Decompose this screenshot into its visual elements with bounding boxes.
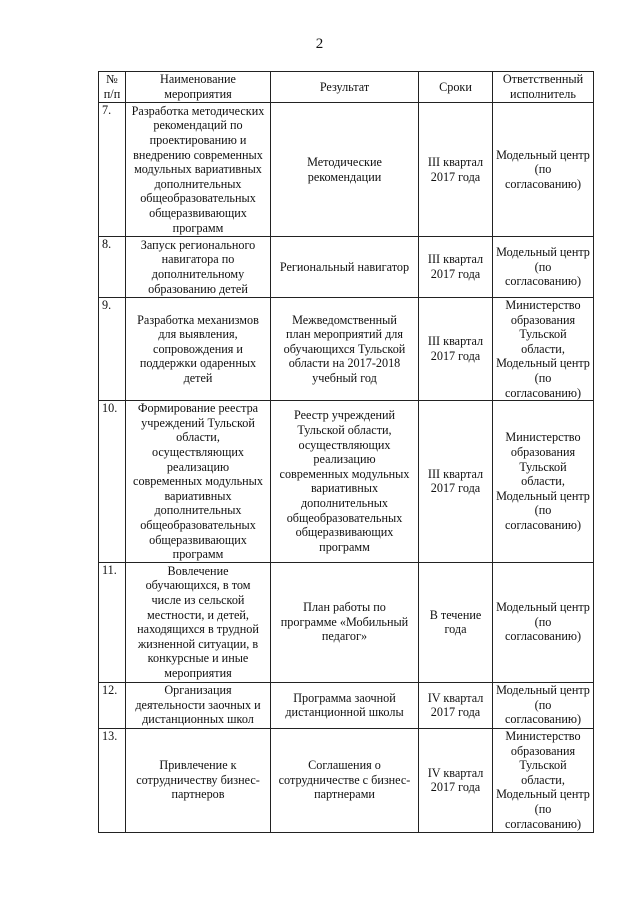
row-activity-name: Организация деятельности заочных и дистанционных школ — [126, 682, 271, 728]
row-responsible: Модельный центр (по согласованию) — [493, 237, 594, 298]
row-activity-name: Разработка методических рекомендаций по проектированию и внедрению современных модульных вариативных дополнительных общеобразовательных общеразвивающих программ — [126, 103, 271, 237]
row-number: 12. — [99, 682, 126, 728]
header-result: Результат — [271, 72, 419, 103]
row-term: IV квартал 2017 года — [419, 728, 493, 832]
table-row — [99, 237, 594, 298]
row-responsible: Модельный центр (по согласованию) — [493, 103, 594, 237]
table-row — [99, 298, 594, 401]
page-number: 2 — [315, 36, 324, 52]
row-activity-name: Формирование реестра учреждений Тульской области, осуществляющих реализацию современных модульных вариативных дополнительных общеобразовательных общеразвивающих программ — [126, 401, 271, 563]
row-result: Региональный навигатор — [271, 237, 419, 298]
header-activity-name: Наименование мероприятия — [126, 72, 271, 103]
table-row — [99, 103, 594, 237]
table-row — [99, 401, 594, 563]
row-responsible: Министерство образования Тульской области, Модельный центр (по согласованию) — [493, 298, 594, 401]
table-row — [99, 562, 594, 682]
row-number: 8. — [99, 237, 126, 298]
row-responsible: Министерство образования Тульской области, Модельный центр (по согласованию) — [493, 401, 594, 563]
row-term: III квартал 2017 года — [419, 103, 493, 237]
row-term: III квартал 2017 года — [419, 237, 493, 298]
row-activity-name: Разработка механизмов для выявления, сопровождения и поддержки одаренных детей — [126, 298, 271, 401]
row-term: III квартал 2017 года — [419, 298, 493, 401]
table-row — [99, 682, 594, 728]
header-term: Сроки — [419, 72, 493, 103]
row-activity-name: Вовлечение обучающихся, в том числе из сельской местности, и детей, находящихся в трудной жизненной ситуации, в конкурсные и иные мероприятия — [126, 562, 271, 682]
row-responsible: Министерство образования Тульской области, Модельный центр (по согласованию) — [493, 728, 594, 832]
row-result: Соглашения о сотрудничестве с бизнес- партнерами — [271, 728, 419, 832]
row-number: 13. — [99, 728, 126, 832]
row-term: III квартал 2017 года — [419, 401, 493, 563]
table-header-row — [99, 72, 594, 103]
row-result: Методические рекомендации — [271, 103, 419, 237]
row-term: В течение года — [419, 562, 493, 682]
header-number: № п/п — [99, 72, 126, 103]
row-result: План работы по программе «Мобильный педагог» — [271, 562, 419, 682]
row-result: Программа заочной дистанционной школы — [271, 682, 419, 728]
row-result: Реестр учреждений Тульской области, осуществляющих реализацию современных модульных вариативных дополнительных общеобразовательных общеразвивающих программ — [271, 401, 419, 563]
row-responsible: Модельный центр (по согласованию) — [493, 562, 594, 682]
row-number: 10. — [99, 401, 126, 563]
row-responsible: Модельный центр (по согласованию) — [493, 682, 594, 728]
header-responsible: Ответственный исполнитель — [493, 72, 594, 103]
row-term: IV квартал 2017 года — [419, 682, 493, 728]
table-row — [99, 728, 594, 832]
activities-table — [98, 71, 594, 833]
row-number: 11. — [99, 562, 126, 682]
row-result: Межведомственный план мероприятий для обучающихся Тульской области на 2017-2018 учебный год — [271, 298, 419, 401]
row-number: 9. — [99, 298, 126, 401]
row-activity-name: Запуск регионального навигатора по дополнительному образованию детей — [126, 237, 271, 298]
row-number: 7. — [99, 103, 126, 237]
row-activity-name: Привлечение к сотрудничеству бизнес- партнеров — [126, 728, 271, 832]
